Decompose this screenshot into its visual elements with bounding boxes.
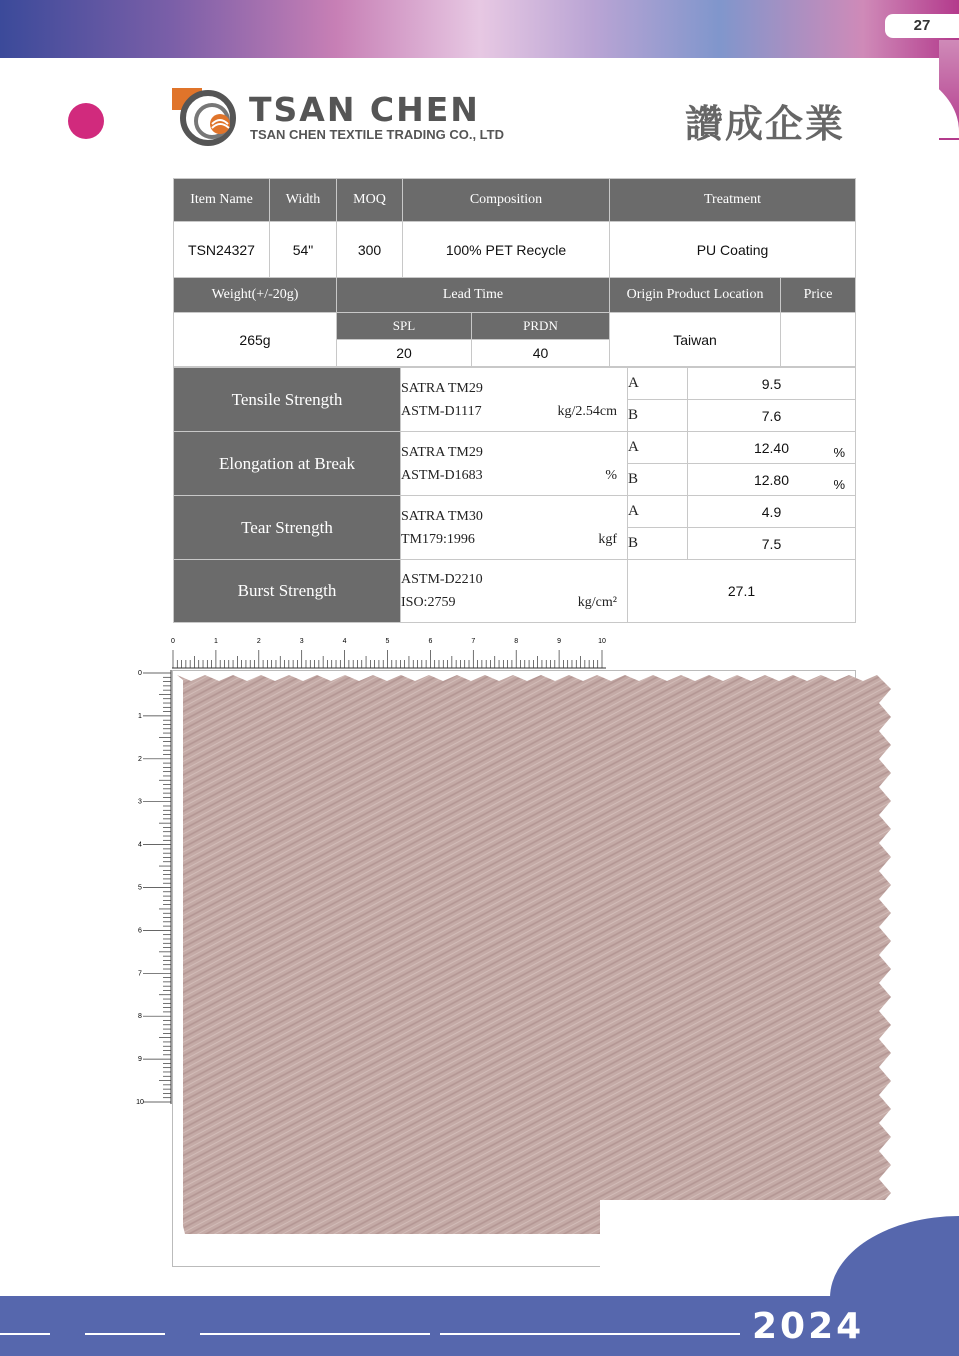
- origin-value: Taiwan: [610, 313, 781, 367]
- decorative-line: [0, 1333, 50, 1335]
- origin-header: Origin Product Location: [610, 278, 781, 313]
- ruler-label: 9: [557, 638, 562, 645]
- treatment-header: Treatment: [610, 179, 856, 222]
- item-name-value: TSN24327: [174, 222, 270, 278]
- ruler-label: 7: [138, 970, 142, 978]
- result-b: 7.5: [688, 528, 856, 560]
- test-method: ASTM-D2210 ISO:2759 kg/cm²: [401, 560, 628, 623]
- accent-dot: [68, 103, 104, 139]
- decorative-line: [440, 1333, 740, 1335]
- test-method: SATRA TM29 ASTM-D1683 %: [401, 432, 628, 496]
- test-unit: kg/2.54cm: [557, 404, 617, 419]
- company-logo-icon: [172, 88, 236, 146]
- horizontal-ruler: [172, 634, 606, 670]
- test-results-table: [173, 367, 856, 623]
- moq-value: 300: [337, 222, 403, 278]
- ruler-label: 3: [138, 798, 142, 806]
- prdn-header: PRDN: [472, 313, 610, 340]
- ruler-label: 10: [598, 638, 606, 645]
- composition-header: Composition: [403, 179, 610, 222]
- test-name: Tensile Strength: [174, 368, 401, 432]
- composition-value: 100% PET Recycle: [403, 222, 610, 278]
- prdn-value: 40: [472, 340, 610, 367]
- catalog-year: 2024: [752, 1306, 865, 1347]
- test-unit: kg/cm²: [577, 595, 617, 610]
- vertical-ruler: [130, 670, 172, 1104]
- ruler-label: 3: [299, 638, 304, 645]
- weight-header: Weight(+/-20g): [174, 278, 337, 313]
- spec-table: [173, 178, 856, 367]
- ruler-label: 5: [138, 884, 142, 892]
- ruler-label: 6: [428, 638, 433, 645]
- direction-a-label: A: [628, 496, 688, 528]
- ruler-label: 8: [514, 638, 519, 645]
- top-decorative-band: [0, 0, 959, 58]
- test-name: Tear Strength: [174, 496, 401, 560]
- brand-subtitle: TSAN CHEN TEXTILE TRADING CO., LTD: [250, 127, 504, 142]
- item-name-header: Item Name: [174, 179, 270, 222]
- decorative-line: [85, 1333, 165, 1335]
- result-b: 12.80 %: [688, 464, 856, 496]
- ruler-label: 1: [213, 638, 218, 645]
- result-a: 9.5: [688, 368, 856, 400]
- fabric-swatch-image: [172, 670, 890, 1245]
- page-number: 27: [885, 14, 959, 38]
- ruler-label: 8: [138, 1013, 142, 1021]
- decorative-line: [200, 1333, 430, 1335]
- ruler-label: 9: [138, 1056, 142, 1064]
- direction-a-label: A: [628, 432, 688, 464]
- weight-value: 265g: [174, 313, 337, 367]
- ruler-label: 10: [136, 1099, 144, 1106]
- ruler-label: 5: [385, 638, 390, 645]
- spl-header: SPL: [337, 313, 472, 340]
- treatment-value: PU Coating: [610, 222, 856, 278]
- test-name: Elongation at Break: [174, 432, 401, 496]
- result-a: 12.40 %: [688, 432, 856, 464]
- ruler-label: 4: [138, 841, 142, 849]
- test-unit: %: [605, 468, 617, 483]
- brand-chinese-name: 讚成企業: [685, 102, 846, 146]
- direction-a-label: A: [628, 368, 688, 400]
- price-header: Price: [781, 278, 856, 313]
- ruler-label: 1: [138, 712, 142, 720]
- direction-b-label: B: [628, 400, 688, 432]
- moq-header: MOQ: [337, 179, 403, 222]
- direction-b-label: B: [628, 528, 688, 560]
- ruler-label: 2: [138, 755, 142, 763]
- ruler-label: 0: [171, 638, 175, 645]
- width-header: Width: [270, 179, 337, 222]
- width-value: 54": [270, 222, 337, 278]
- direction-b-label: B: [628, 464, 688, 496]
- test-unit: kgf: [598, 532, 617, 547]
- ruler-label: 7: [471, 638, 476, 645]
- ruler-label: 0: [138, 670, 142, 677]
- burst-result: 27.1: [628, 560, 856, 623]
- result-a: 4.9: [688, 496, 856, 528]
- result-b: 7.6: [688, 400, 856, 432]
- ruler-label: 4: [342, 638, 347, 645]
- test-method: SATRA TM29 ASTM-D1117 kg/2.54cm: [401, 368, 628, 432]
- lead-time-header: Lead Time: [337, 278, 610, 313]
- test-method: SATRA TM30 TM179:1996 kgf: [401, 496, 628, 560]
- ruler-label: 6: [138, 927, 142, 935]
- ruler-label: 2: [256, 638, 261, 645]
- price-value: [781, 313, 856, 367]
- spl-value: 20: [337, 340, 472, 367]
- test-name: Burst Strength: [174, 560, 401, 623]
- brand-title: TSAN CHEN: [249, 90, 480, 129]
